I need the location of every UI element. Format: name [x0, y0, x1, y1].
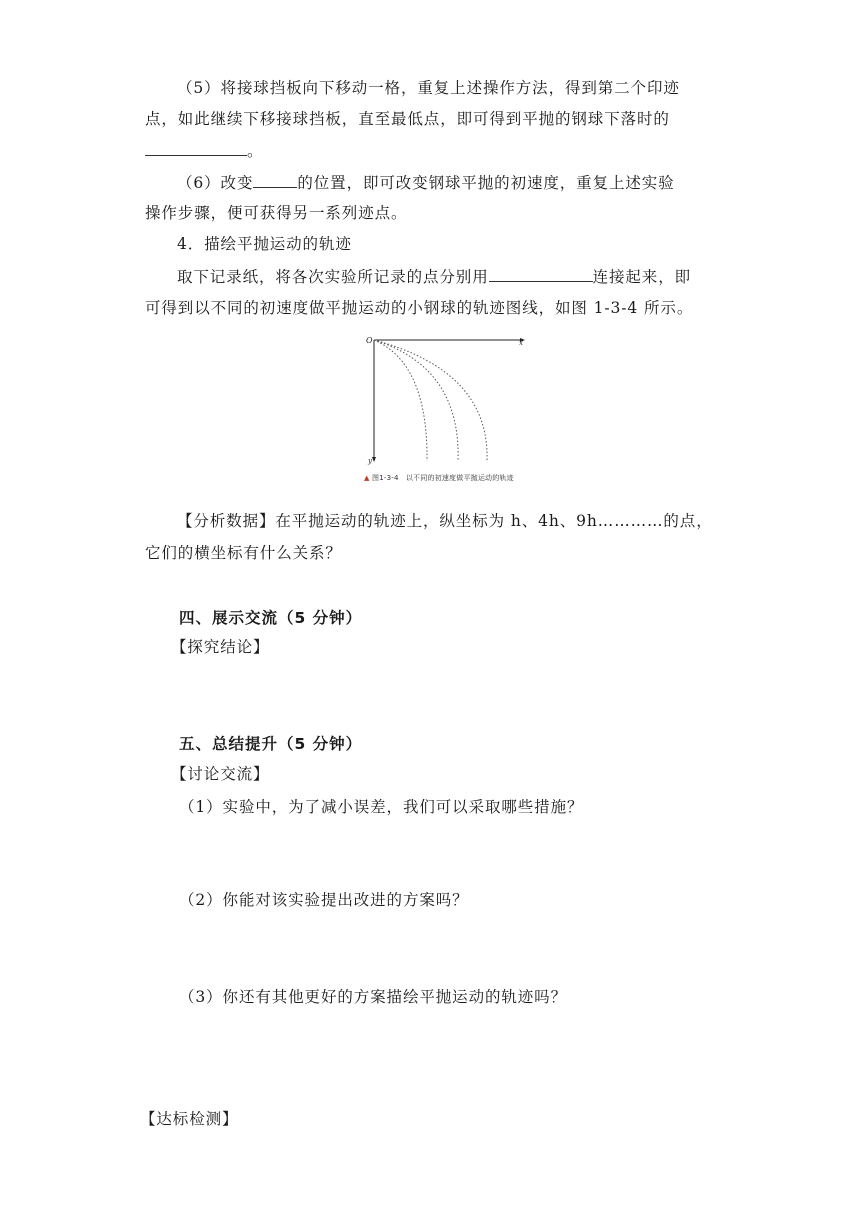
- step6-line1-a: （6）改变: [177, 174, 254, 192]
- fill-blank[interactable]: [489, 266, 593, 282]
- section4-heading: 四、展示交流（5 分钟）: [179, 609, 363, 627]
- question-2: （2）你能对该实验提出改进的方案吗？: [179, 891, 469, 909]
- question-3: （3）你还有其他更好的方案描绘平抛运动的轨迹吗？: [179, 988, 567, 1006]
- trajectory-curve-2: [374, 340, 458, 461]
- fill-blank[interactable]: [253, 172, 297, 188]
- trajectory-figure: [362, 333, 532, 483]
- fill-blank[interactable]: [145, 140, 247, 156]
- analysis-line1: 【分析数据】在平抛运动的轨迹上，纵坐标为 h、4h、9h…………的点，: [177, 512, 713, 530]
- step4-line1-b: 连接起来，即: [592, 268, 692, 286]
- step5-line2: 点，如此继续下移接球挡板，直至最低点，即可得到平抛的钢球下落时的: [145, 110, 670, 128]
- origin-label: O: [366, 336, 373, 345]
- step5-line1: （5）将接球挡板向下移动一格，重复上述操作方法，得到第二个印迹: [177, 79, 680, 97]
- analysis-line2: 它们的横坐标有什么关系？: [145, 544, 342, 562]
- trajectory-curve-3: [374, 340, 487, 461]
- step4-line2: 可得到以不同的初速度做平抛运动的小钢球的轨迹图线，如图 1-3-4 所示。: [145, 299, 694, 317]
- step5-line3: [145, 140, 725, 161]
- section4-label: 【探究结论】: [171, 638, 270, 656]
- trajectory-curve-1: [374, 340, 427, 461]
- step4-line1-a: 取下记录纸，将各次实验所记录的点分别用: [177, 268, 489, 286]
- y-axis-arrow: [372, 457, 376, 462]
- section5-heading: 五、总结提升（5 分钟）: [179, 735, 363, 753]
- question-1: （1）实验中，为了减小误差，我们可以采取哪些措施？: [179, 798, 584, 816]
- step6-line2: 操作步骤，便可获得另一系列迹点。: [145, 204, 408, 222]
- figure-caption: [364, 473, 514, 483]
- step4-line1: [177, 266, 757, 287]
- x-axis-label: x: [519, 339, 523, 347]
- caption-text: 图1-3-4 以不同的初速度做平抛运动的轨迹: [372, 474, 514, 482]
- step6-line1: [177, 172, 757, 193]
- y-axis-label: y: [368, 457, 372, 465]
- step5-line3-end: 。: [247, 142, 264, 160]
- caption-marker: ▲: [364, 474, 370, 482]
- section5-label: 【讨论交流】: [171, 765, 270, 783]
- step4-title: 4．描绘平抛运动的轨迹: [177, 235, 352, 253]
- step6-line1-b: 的位置，即可改变钢球平抛的初速度，重复上述实验: [297, 174, 675, 192]
- footer-label: 【达标检测】: [140, 1110, 239, 1128]
